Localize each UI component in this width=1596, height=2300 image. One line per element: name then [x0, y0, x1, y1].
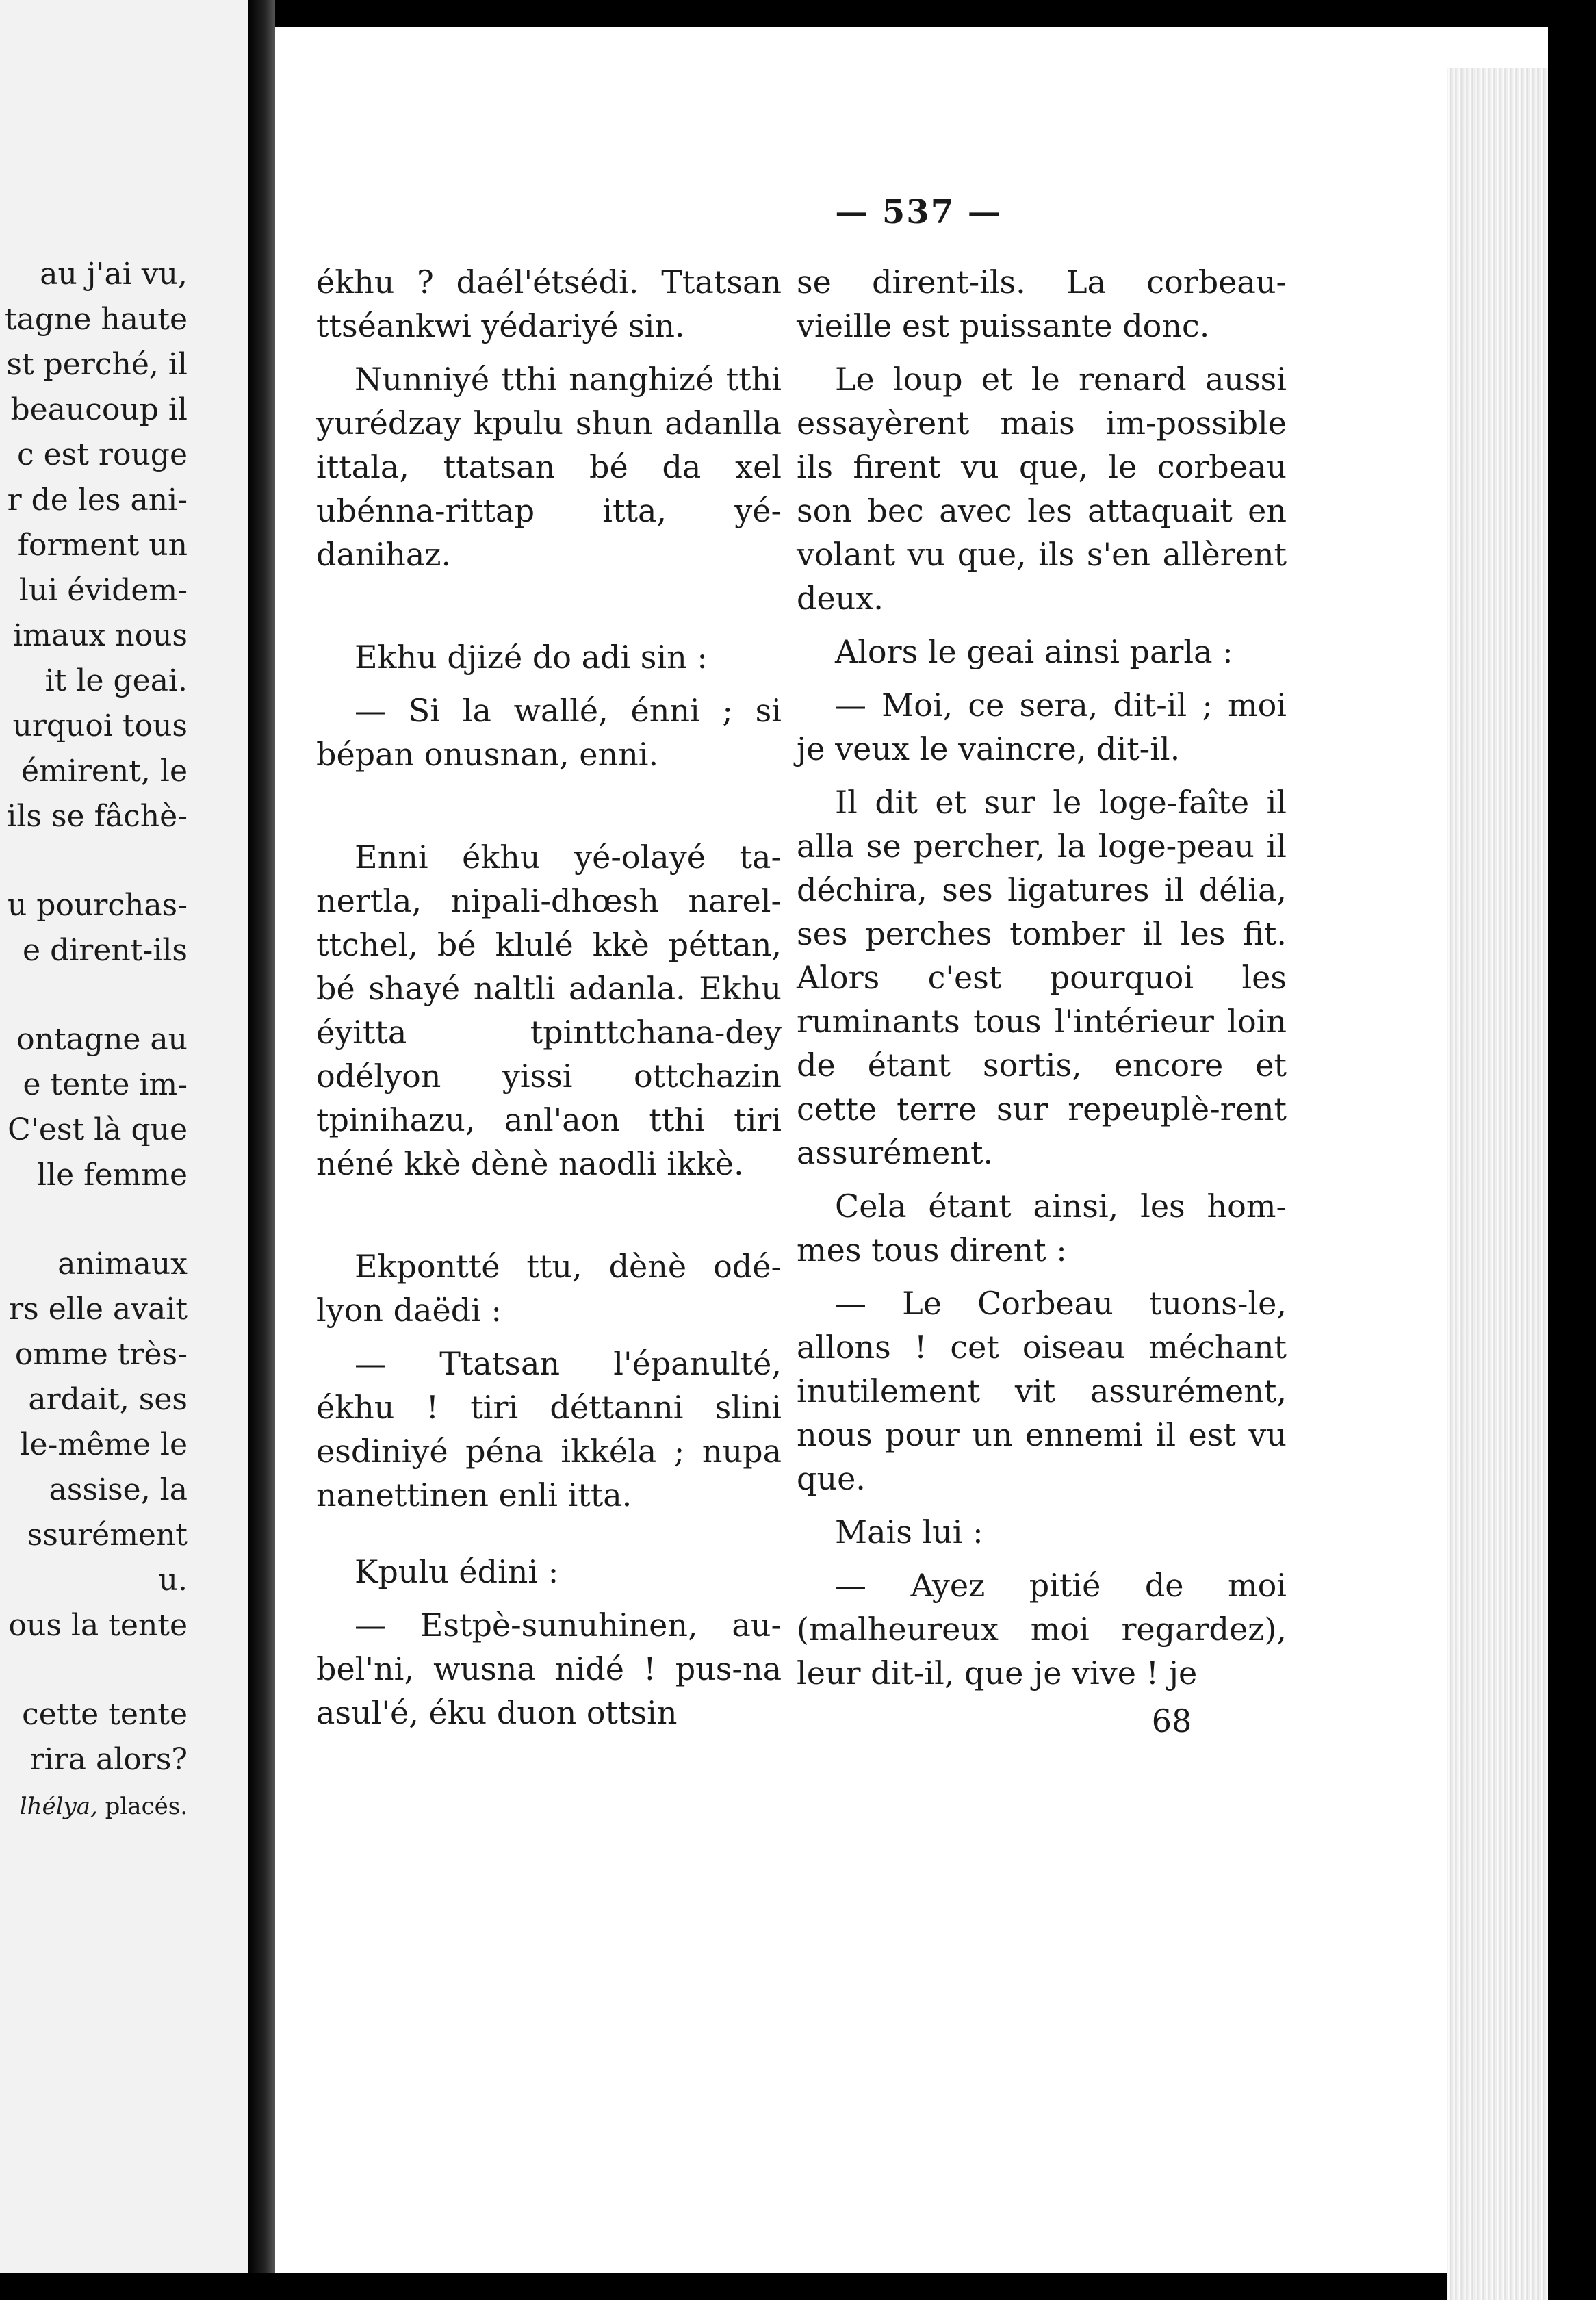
text-line: au j'ai vu,: [40, 257, 188, 292]
paragraph: Cela étant ainsi, les hom-mes tous dirent :: [797, 1188, 1287, 1268]
paragraph-gap: [797, 1272, 1287, 1281]
text-line: urquoi tous: [12, 708, 188, 743]
text-line: u.: [158, 1563, 188, 1598]
paragraph-gap: [316, 679, 782, 689]
paragraph-gap: [797, 771, 1287, 780]
paragraph-gap: [797, 620, 1287, 630]
text-line: ous la tente: [8, 1608, 188, 1643]
paragraph: — Moi, ce sera, dit-il ; moi je veux le vaincre, dit-il.: [797, 687, 1287, 767]
text-line: c est rouge: [17, 437, 188, 472]
text-line: tagne haute: [4, 302, 188, 337]
text-line: animaux: [57, 1247, 188, 1281]
paragraph-gap: [316, 1332, 782, 1342]
text-line: lle femme: [37, 1158, 188, 1192]
right-page: [275, 27, 1548, 2273]
paragraph-gap: [316, 776, 782, 835]
text-line: assise, la: [49, 1472, 188, 1507]
text-line: r de les ani-: [7, 483, 188, 518]
text-line: it le geai.: [44, 663, 188, 698]
signature-mark: 68: [1151, 1702, 1192, 1739]
paragraph: — Ttatsan l'épanulté, ékhu ! tiri déttanni slini esdiniyé péna ikkéla ; nupa nanettinen enli itta.: [316, 1345, 782, 1513]
text-line: ils se fâchè-: [7, 799, 188, 834]
paragraph: — Le Corbeau tuons-le, allons ! cet oiseau méchant inutilement vit assurément, nous pour un ennemi il est vu que.: [797, 1285, 1287, 1497]
paragraph-gap: [316, 1594, 782, 1603]
paragraph: Le loup et le renard aussi essayèrent mais im-possible ils firent vu que, le corbeau son bec avec les attaquait en volant vu que, ils s'en allèrent deux.: [797, 361, 1287, 617]
book-spine: [248, 0, 275, 2273]
paragraph: Mais lui :: [835, 1513, 983, 1550]
text-line: ardait, ses: [28, 1382, 188, 1417]
paragraph: Nunniyé tthi nanghizé tthi yurédzay kpulu shun adanlla ittala, ttatsan bé da xel ubénna-rittap itta, yé-danihaz.: [316, 361, 782, 573]
text-line: C'est là que: [8, 1112, 188, 1147]
paragraph-gap: [0, 973, 188, 1017]
paragraph: Ekhu djizé do adi sin :: [355, 639, 708, 676]
paragraph: Enni ékhu yé-olayé ta-nertla, nipali-dhœsh narel-ttchel, bé klulé kkè péttan, bé shayé naltli adanla. Ekhu éyitta tpinttchana-dey odélyon yissi ottchazin tpinihazu, anl'aon tthi tiri néné kkè dènè naodli ikkè.: [316, 839, 782, 1182]
page-edges: [1447, 68, 1548, 2300]
text-line: st perché, il: [6, 347, 188, 382]
text-line: cette tente: [22, 1697, 188, 1732]
paragraph: se dirent-ils. La corbeau-vieille est puissante donc.: [797, 264, 1287, 344]
paragraph: Kpulu édini :: [355, 1553, 559, 1590]
paragraph: Il dit et sur le loge-faîte il alla se percher, la loge-peau il déchira, ses ligatures il délia, ses perches tomber il les fit. Alors c'est pourquoi les ruminants tous l'intérieur loin de étant sortis, encore et cette terre sur repeuplè-rent assurément.: [797, 784, 1287, 1171]
text-line: imaux nous: [13, 618, 188, 653]
paragraph: — Ayez pitié de moi (malheureux moi regardez), leur dit-il, que je vive ! je: [797, 1567, 1287, 1691]
text-line: rs elle avait: [9, 1292, 188, 1327]
paragraph-gap: [316, 348, 782, 357]
left-page-text-column: [0, 252, 188, 1824]
paragraph: Alors le geai ainsi parla :: [835, 633, 1233, 670]
paragraph-gap: [316, 1186, 782, 1244]
footnote-term: lhélya,: [19, 1793, 98, 1820]
page-number: — 537 —: [835, 193, 1002, 231]
paragraph: — Si la wallé, énni ; si bépan onusnan, enni.: [316, 692, 782, 773]
paragraph: ékhu ? daél'étsédi. Ttatsan ttséankwi yédariyé sin.: [316, 264, 782, 344]
paragraph-gap: [0, 1198, 188, 1242]
paragraph-gap: [0, 839, 188, 883]
paragraph-gap: [0, 1648, 188, 1692]
text-line: e dirent-ils: [23, 933, 188, 968]
text-line: rira alors?: [29, 1742, 188, 1777]
paragraph-gap: [316, 1517, 782, 1550]
text-line: ontagne au: [16, 1022, 188, 1057]
paragraph: — Estpè-sunuhinen, au-bel'ni, wusna nidé ! pus-na asul'é, éku duon ottsin: [316, 1607, 782, 1731]
text-line: émirent, le: [21, 754, 188, 789]
footnote: [0, 1789, 188, 1824]
paragraph-gap: [797, 1500, 1287, 1510]
text-line: u pourchas-: [7, 888, 188, 923]
footnote-text: placés.: [97, 1793, 188, 1820]
paragraph: Ekpontté ttu, dènè odé-lyon daëdi :: [316, 1248, 782, 1329]
paragraph-gap: [797, 674, 1287, 683]
text-column-dene: [316, 260, 782, 1735]
paragraph-gap: [797, 1175, 1287, 1184]
text-line: forment un: [17, 528, 188, 563]
paragraph-gap: [797, 1554, 1287, 1563]
text-line: lui évidem-: [18, 573, 188, 608]
text-line: beaucoup il: [10, 392, 188, 427]
left-page-fragment: [0, 0, 248, 2273]
text-line: e tente im-: [23, 1067, 188, 1102]
text-column-french: [797, 260, 1287, 1743]
text-line: omme très-: [14, 1337, 188, 1372]
paragraph-gap: [316, 576, 782, 635]
paragraph-gap: [797, 348, 1287, 357]
text-line: ssurément: [27, 1518, 188, 1552]
text-line: le-même le: [20, 1427, 188, 1462]
